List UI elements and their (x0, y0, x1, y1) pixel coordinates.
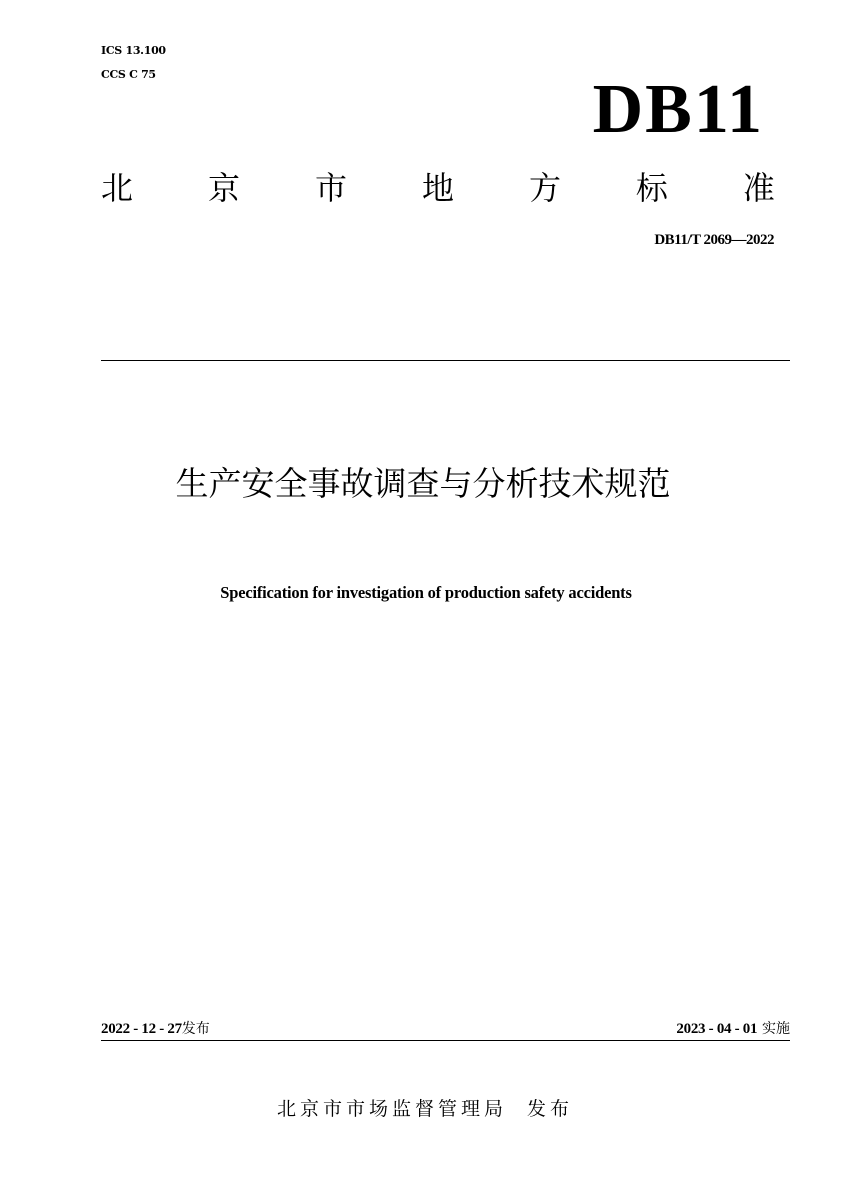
standard-type-char: 北 (101, 169, 134, 207)
implementation-date-value: 2023 - 04 - 01 (676, 1021, 758, 1037)
implementation-date-label: 实施 (762, 1021, 790, 1037)
standard-code-logo: DB11 (592, 71, 764, 148)
english-title (0, 583, 850, 603)
ccs-code: CCS C 75 (101, 68, 156, 81)
publisher-line (0, 1094, 850, 1121)
bottom-divider (101, 1040, 790, 1041)
issue-date-label: 发布 (181, 1021, 210, 1037)
issue-date (101, 1018, 210, 1038)
standard-type-char: 市 (314, 169, 347, 207)
ics-code: ICS 13.100 (101, 44, 166, 57)
english-title-text: Specification for investigation of production safety accidents (220, 583, 632, 602)
publish-label: 发布 (527, 1098, 574, 1120)
top-divider (101, 360, 790, 361)
standard-type-char: 标 (635, 169, 668, 207)
standard-number: DB11/T 2069—2022 (654, 232, 774, 248)
standard-type-heading (101, 168, 775, 208)
publisher-name: 北京市市场监督管理局 (276, 1098, 507, 1120)
chinese-title (0, 462, 850, 506)
standard-type-char: 方 (528, 169, 561, 207)
implementation-date (676, 1018, 790, 1038)
standard-type-char: 准 (742, 169, 775, 207)
standard-type-char: 地 (421, 169, 454, 207)
issue-date-value: 2022 - 12 - 27 (101, 1021, 182, 1037)
chinese-title-text: 生产安全事故调查与分析技术规范 (175, 464, 671, 503)
standard-type-char: 京 (207, 169, 240, 207)
